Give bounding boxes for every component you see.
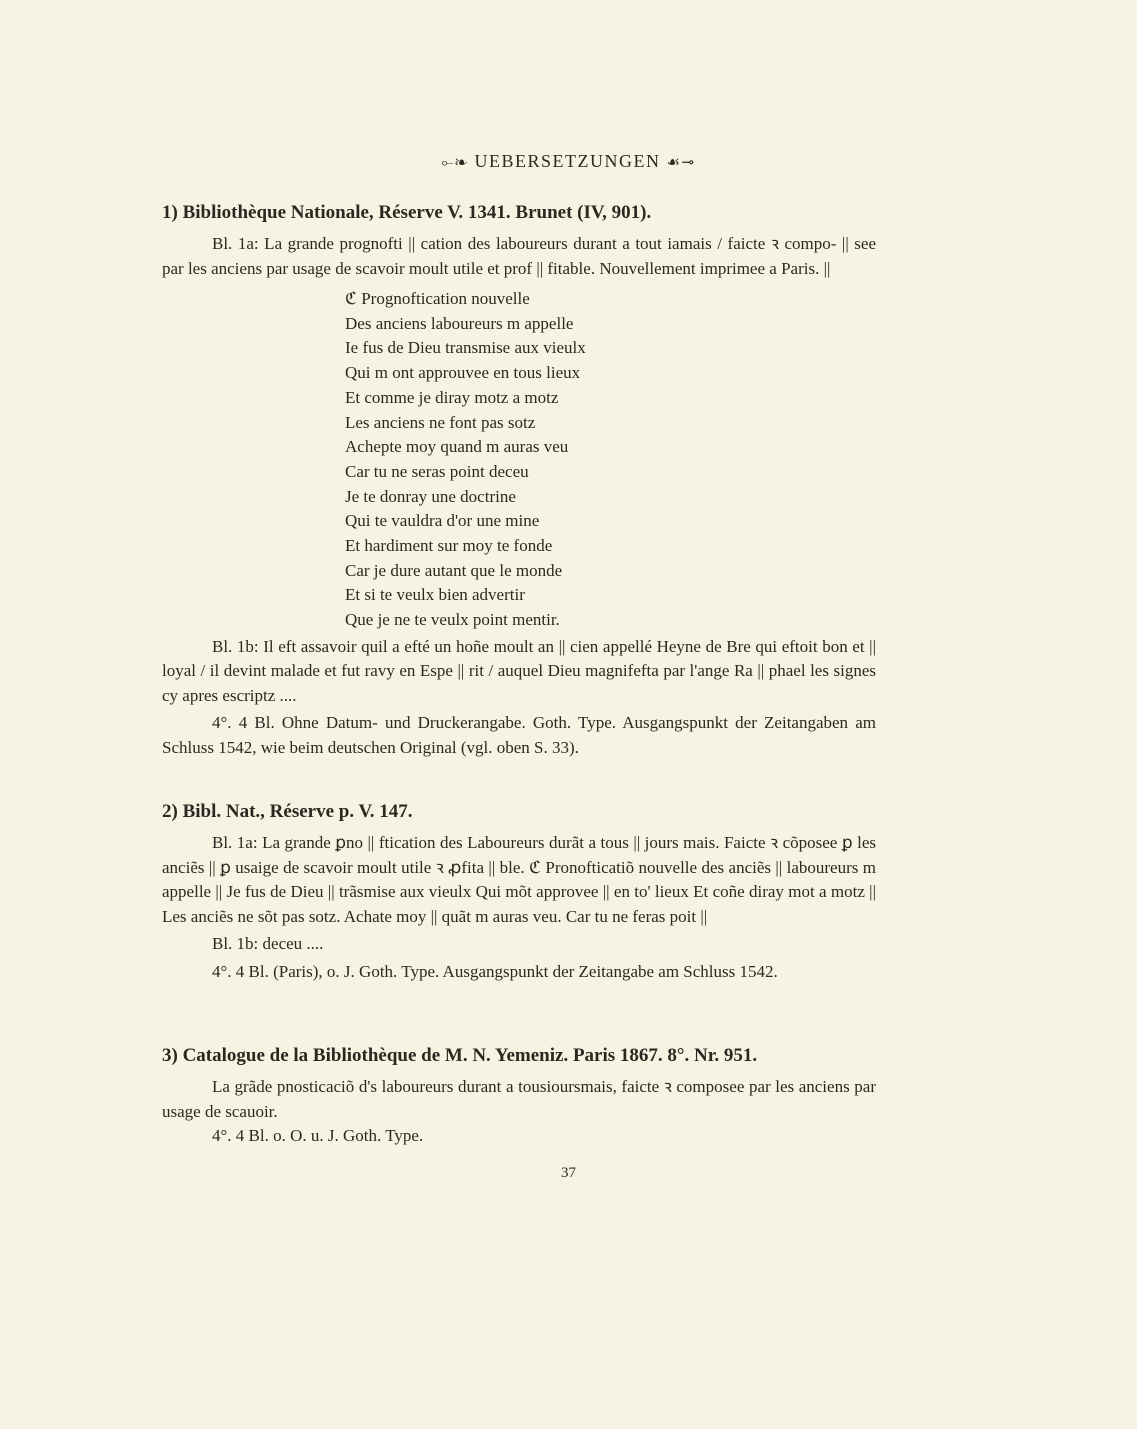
poem-line: Achepte moy quand m auras veu <box>345 437 569 457</box>
section-3-note: 4°. 4 Bl. o. O. u. J. Goth. Type. <box>212 1126 424 1145</box>
poem-line: Qui te vauldra d'or une mine <box>345 511 540 531</box>
poem-line: Et hardiment sur moy te fonde <box>345 536 553 556</box>
section-2-note: 4°. 4 Bl. (Paris), o. J. Goth. Type. Ausgangspunkt der Zeitangabe am Schluss 1542. <box>212 961 778 981</box>
left-ornament-icon: ⟜❧ <box>441 155 469 171</box>
section-3 <box>162 1043 876 1149</box>
section-1-para-1b: Bl. 1b: Il eft assavoir quil a efté un hoñe moult an || cien appellé Heyne de Bre qui eftoit bon et || loyal / il devint malade et fut ravy en Espe || rit / auquel Dieu magnifefta par l'ange Ra || phael les signes cy apres escriptz .... <box>162 636 876 705</box>
section-2-para-1a: Bl. 1a: La grande ꝑno || ftication des Laboureurs durãt a tous || jours mais. Faicte ꝛ cõposee ꝑ les anciẽs || ꝑ usaige de scavoir moult utile ꝛ ꝓfita || ble. ℭ Pronofticatiõ nouvelle des anciẽs || laboureurs m appelle || Je fus de Dieu || trãsmise aux vieulx Qui mõt approvee || en to' lieux Et coñe diray mot a motz || Les anciẽs ne sõt pas sotz. Achate moy || quãt m auras veu. Car tu ne feras poit || <box>162 833 876 926</box>
poem-line: Des anciens laboureurs m appelle <box>345 313 574 333</box>
section-2 <box>162 799 876 984</box>
heading-title: UEBERSETZUNGEN <box>474 151 661 171</box>
poem-line: Qui m ont approuvee en tous lieux <box>345 363 581 383</box>
poem-line: Car je dure autant que le monde <box>345 560 563 580</box>
poem-line: ℭ Prognoftication nouvelle <box>345 289 530 308</box>
poem <box>345 287 876 633</box>
section-1-note: 4°. 4 Bl. Ohne Datum- und Druckerangabe. Goth. Type. Ausgangspunkt der Zeitangaben am Schluss 1542, wie beim deutschen Original (vgl. oben S. 33). <box>162 713 876 757</box>
section-1-para-1a: Bl. 1a: La grande prognofti || cation des laboureurs durant a tout iamais / faicte ꝛ compo- || see par les anciens par usage de scavoir moult utile et prof || fitable. Nouvellement imprimee a Paris. || <box>162 234 876 278</box>
page-heading <box>0 151 1137 172</box>
section-3-title: 3) Catalogue de la Bibliothèque de M. N. Yemeniz. Paris 1867. 8°. Nr. 951. <box>162 1045 758 1066</box>
poem-line: Je te donray une doctrine <box>345 486 516 506</box>
poem-line: Les anciens ne font pas sotz <box>345 412 536 432</box>
poem-line: Ie fus de Dieu transmise aux vieulx <box>345 338 586 358</box>
section-2-para-1b: Bl. 1b: deceu .... <box>212 934 324 953</box>
section-2-title: 2) Bibl. Nat., Réserve p. V. 147. <box>162 801 413 822</box>
section-1 <box>162 200 876 760</box>
section-1-title: 1) Bibliothèque Nationale, Réserve V. 1341. Brunet (IV, 901). <box>162 202 652 223</box>
right-ornament-icon: ☙⊸ <box>666 155 696 171</box>
page-number: 37 <box>561 1165 576 1181</box>
poem-line: Car tu ne seras point deceu <box>345 461 529 481</box>
section-3-para: La grãde pnosticaciõ d's laboureurs durant a tousioursmais, faicte ꝛ composee par les anciens par usage de scauoir. <box>162 1077 876 1121</box>
poem-line: Que je ne te veulx point mentir. <box>345 610 560 630</box>
poem-line: Et comme je diray motz a motz <box>345 387 559 407</box>
poem-line: Et si te veulx bien advertir <box>345 585 525 605</box>
